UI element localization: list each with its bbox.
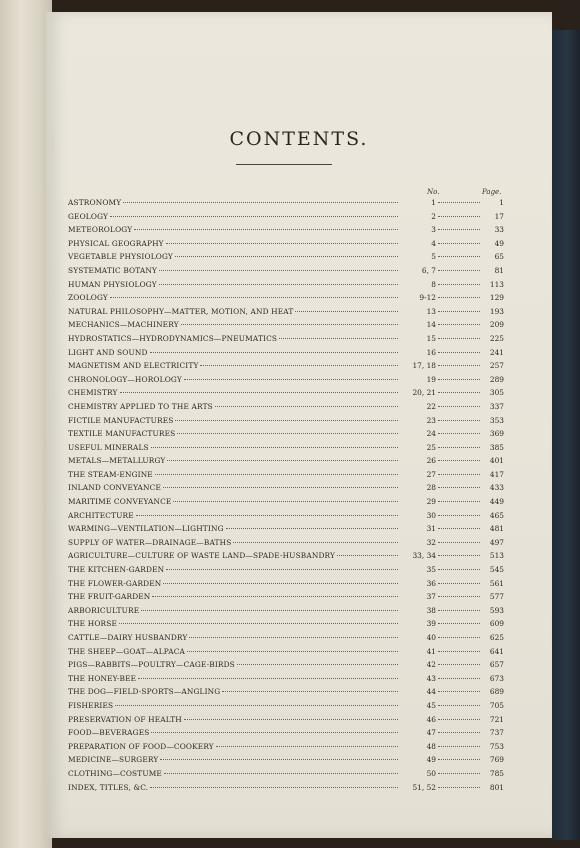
leader-dots — [337, 555, 398, 556]
entry-number: 48 — [426, 741, 436, 751]
entry-title: THE HONEY-BEE — [68, 673, 137, 683]
entry-title: CHEMISTRY — [68, 388, 118, 398]
entry-number: 40 — [426, 633, 436, 642]
leader-dots — [164, 773, 398, 774]
leader-dots — [120, 392, 398, 393]
contents-entry — [68, 715, 504, 729]
entry-page: 577 — [489, 592, 504, 602]
entry-page: 465 — [489, 510, 504, 520]
entry-number: 17, 18 — [412, 361, 436, 371]
entry-page: 593 — [489, 605, 504, 615]
entry-page: 401 — [489, 456, 504, 466]
leader-dots — [438, 610, 480, 611]
leader-dots — [438, 406, 480, 407]
entry-title: INDEX, TITLES, &C. — [68, 782, 149, 792]
entry-title: SYSTEMATIC BOTANY — [68, 265, 158, 275]
entry-page: 241 — [489, 347, 504, 357]
entry-page: 737 — [489, 728, 504, 738]
entry-page: 129 — [489, 293, 504, 303]
contents-entry — [68, 443, 504, 457]
entry-title: FOOD—BEVERAGES — [68, 728, 150, 738]
contents-entry — [68, 402, 504, 416]
contents-entry — [68, 483, 504, 497]
entry-page: 481 — [489, 524, 504, 534]
contents-entry — [68, 701, 504, 715]
leader-dots — [138, 678, 398, 679]
contents-entry — [68, 592, 504, 606]
entry-number: 44 — [426, 687, 436, 697]
entry-number: 51, 52 — [412, 782, 436, 792]
entry-title: PREPARATION OF FOOD—COOKERY — [68, 741, 214, 751]
leader-dots — [295, 311, 398, 312]
leader-dots — [222, 691, 398, 692]
entry-number: 42 — [426, 660, 436, 670]
leader-dots — [233, 542, 398, 543]
leader-dots — [438, 365, 480, 366]
entry-page: 17 — [494, 211, 504, 221]
entry-title: ARBORICULTURE — [68, 605, 140, 615]
entry-title: SUPPLY OF WATER—DRAINAGE—BATHS — [68, 537, 232, 547]
entry-title: METEOROLOGY — [68, 225, 133, 235]
leader-dots — [163, 583, 398, 584]
leader-dots — [216, 746, 398, 747]
leader-dots — [438, 297, 480, 298]
column-header-page: Page. — [482, 188, 502, 196]
entry-page: 641 — [489, 646, 504, 656]
entry-page: 385 — [489, 442, 504, 452]
contents-entry — [68, 212, 504, 226]
leader-dots — [438, 352, 480, 353]
contents-entry — [68, 551, 504, 565]
entry-page: 625 — [489, 633, 504, 642]
leader-dots — [438, 583, 480, 584]
entry-title: TEXTILE MANUFACTURES — [68, 429, 176, 439]
entry-page: 785 — [489, 768, 504, 778]
contents-entry — [68, 307, 504, 321]
contents-entry — [68, 769, 504, 783]
leader-dots — [438, 474, 480, 475]
leader-dots — [189, 637, 398, 638]
book-page-edges — [0, 0, 52, 848]
contents-entry — [68, 728, 504, 742]
entry-page: 257 — [489, 361, 504, 371]
contents-entry — [68, 633, 504, 647]
entry-number: 6, 7 — [421, 265, 436, 275]
entry-page: 561 — [489, 578, 504, 588]
entry-page: 449 — [489, 497, 504, 507]
contents-entry — [68, 497, 504, 511]
entry-page: 769 — [489, 755, 504, 765]
contents-list — [68, 198, 504, 796]
entry-page: 113 — [489, 279, 504, 289]
leader-dots — [438, 202, 480, 203]
leader-dots — [438, 555, 480, 556]
leader-dots — [167, 460, 398, 461]
leader-dots — [175, 420, 398, 421]
entry-number: 35 — [426, 565, 436, 575]
entry-number: 13 — [426, 306, 436, 316]
leader-dots — [438, 243, 480, 244]
leader-dots — [438, 392, 480, 393]
contents-entry — [68, 375, 504, 389]
entry-title: CHRONOLOGY—HOROLOGY — [68, 374, 182, 384]
leader-dots — [438, 270, 480, 271]
entry-page: 609 — [489, 619, 504, 629]
entry-number: 5 — [431, 252, 436, 262]
contents-entry — [68, 674, 504, 688]
entry-number: 45 — [426, 700, 436, 710]
contents-entry — [68, 456, 504, 470]
entry-title: THE DOG—FIELD-SPORTS—ANGLING — [68, 687, 221, 697]
entry-page: 705 — [489, 700, 504, 710]
leader-dots — [438, 651, 480, 652]
leader-dots — [155, 474, 398, 475]
entry-page: 337 — [489, 401, 504, 411]
entry-title: CHEMISTRY APPLIED TO THE ARTS — [68, 401, 213, 411]
contents-entry — [68, 606, 504, 620]
leader-dots — [438, 637, 480, 638]
leader-dots — [438, 379, 480, 380]
entry-number: 30 — [426, 510, 436, 520]
leader-dots — [438, 501, 480, 502]
entry-number: 32 — [426, 537, 436, 547]
entry-number: 2 — [431, 211, 436, 221]
entry-page: 801 — [489, 782, 504, 792]
leader-dots — [187, 651, 398, 652]
entry-number: 28 — [426, 483, 436, 493]
entry-title: AGRICULTURE—CULTURE OF WASTE LAND—SPADE-HUSBANDRY — [68, 551, 336, 561]
leader-dots — [177, 433, 398, 434]
leader-dots — [438, 447, 480, 448]
entry-number: 23 — [426, 415, 436, 425]
entry-title: FISHERIES — [68, 700, 114, 710]
entry-number: 9-12 — [419, 293, 436, 303]
entry-title: THE FRUIT-GARDEN — [68, 592, 151, 602]
column-header-no: No. — [427, 188, 440, 196]
entry-title: CLOTHING—COSTUME — [68, 768, 162, 778]
leader-dots — [438, 787, 480, 788]
leader-dots — [159, 270, 398, 271]
entry-title: PHYSICAL GEOGRAPHY — [68, 238, 164, 248]
contents-entry — [68, 334, 504, 348]
entry-title: THE HORSE — [68, 619, 117, 629]
leader-dots — [215, 406, 398, 407]
entry-page: 433 — [489, 483, 504, 493]
leader-dots — [150, 787, 398, 788]
contents-entry — [68, 783, 504, 797]
leader-dots — [438, 420, 480, 421]
entry-number: 27 — [426, 469, 436, 479]
entry-number: 26 — [426, 456, 436, 466]
leader-dots — [438, 433, 480, 434]
entry-page: 513 — [489, 551, 504, 561]
entry-number: 15 — [426, 333, 436, 343]
entry-number: 22 — [426, 401, 436, 411]
leader-dots — [151, 732, 398, 733]
entry-title: GEOLOGY — [68, 211, 109, 221]
leader-dots — [438, 759, 480, 760]
entry-title: ASTRONOMY — [68, 198, 122, 207]
entry-page: 353 — [489, 415, 504, 425]
entry-page: 305 — [489, 388, 504, 398]
leader-dots — [110, 297, 398, 298]
leader-dots — [438, 542, 480, 543]
contents-entry — [68, 579, 504, 593]
entry-number: 36 — [426, 578, 436, 588]
entry-page: 753 — [489, 741, 504, 751]
leader-dots — [438, 515, 480, 516]
entry-title: THE KITCHEN-GARDEN — [68, 565, 165, 575]
leader-dots — [184, 379, 398, 380]
entry-number: 14 — [426, 320, 436, 330]
entry-page: 209 — [489, 320, 504, 330]
entry-number: 41 — [426, 646, 436, 656]
entry-number: 24 — [426, 429, 436, 439]
contents-entry — [68, 388, 504, 402]
leader-dots — [166, 243, 398, 244]
entry-page: 673 — [489, 673, 504, 683]
entry-page: 369 — [489, 429, 504, 439]
entry-page: 417 — [489, 469, 504, 479]
entry-number: 3 — [431, 225, 436, 235]
entry-number: 8 — [431, 279, 436, 289]
leader-dots — [438, 623, 480, 624]
contents-entry — [68, 687, 504, 701]
entry-title: METALS—METALLURGY — [68, 456, 166, 466]
contents-entry — [68, 320, 504, 334]
entry-page: 545 — [489, 565, 504, 575]
entry-number: 49 — [426, 755, 436, 765]
entry-number: 46 — [426, 714, 436, 724]
entry-page: 49 — [494, 238, 504, 248]
entry-title: PIGS—RABBITS—POULTRY—CAGE-BIRDS — [68, 660, 235, 670]
leader-dots — [438, 691, 480, 692]
contents-entry — [68, 293, 504, 307]
contents-entry — [68, 225, 504, 239]
leader-dots — [119, 623, 398, 624]
leader-dots — [166, 569, 398, 570]
entry-number: 29 — [426, 497, 436, 507]
leader-dots — [237, 664, 398, 665]
contents-entry — [68, 524, 504, 538]
entry-title: CATTLE—DAIRY HUSBANDRY — [68, 633, 188, 642]
leader-dots — [438, 773, 480, 774]
entry-number: 47 — [426, 728, 436, 738]
entry-title: LIGHT AND SOUND — [68, 347, 148, 357]
entry-title: MEDICINE—SURGERY — [68, 755, 159, 765]
entry-number: 16 — [426, 347, 436, 357]
page-title: CONTENTS. — [229, 128, 369, 150]
entry-page: 289 — [489, 374, 504, 384]
entry-title: THE FLOWER-GARDEN — [68, 578, 162, 588]
entry-page: 497 — [489, 537, 504, 547]
contents-entry — [68, 660, 504, 674]
leader-dots — [181, 324, 398, 325]
leader-dots — [438, 732, 480, 733]
contents-entry — [68, 348, 504, 362]
leader-dots — [115, 705, 398, 706]
leader-dots — [200, 365, 398, 366]
book-page — [46, 12, 552, 838]
leader-dots — [150, 352, 398, 353]
entry-number: 1 — [431, 198, 436, 207]
leader-dots — [438, 705, 480, 706]
entry-title: PRESERVATION OF HEALTH — [68, 714, 182, 724]
leader-dots — [123, 202, 398, 203]
entry-number: 31 — [426, 524, 436, 534]
entry-page: 65 — [494, 252, 504, 262]
entry-title: USEFUL MINERALS — [68, 442, 149, 452]
contents-entry — [68, 252, 504, 266]
leader-dots — [438, 719, 480, 720]
leader-dots — [279, 338, 398, 339]
entry-page: 225 — [489, 333, 504, 343]
entry-title: FICTILE MANUFACTURES — [68, 415, 174, 425]
entry-number: 39 — [426, 619, 436, 629]
title-rule — [236, 164, 332, 165]
contents-entry — [68, 280, 504, 294]
contents-entry — [68, 565, 504, 579]
entry-page: 721 — [489, 714, 504, 724]
leader-dots — [173, 501, 398, 502]
leader-dots — [134, 229, 398, 230]
entry-number: 25 — [426, 442, 436, 452]
leader-dots — [159, 284, 398, 285]
entry-title: ARCHITECTURE — [68, 510, 134, 520]
leader-dots — [141, 610, 398, 611]
leader-dots — [110, 216, 398, 217]
entry-title: HYDROSTATICS—HYDRODYNAMICS—PNEUMATICS — [68, 333, 278, 343]
leader-dots — [438, 678, 480, 679]
entry-number: 38 — [426, 605, 436, 615]
entry-title: VEGETABLE PHYSIOLOGY — [68, 252, 173, 262]
leader-dots — [438, 229, 480, 230]
leader-dots — [438, 664, 480, 665]
entry-page: 193 — [489, 306, 504, 316]
leader-dots — [160, 759, 398, 760]
leader-dots — [438, 324, 480, 325]
contents-entry — [68, 429, 504, 443]
leader-dots — [152, 596, 398, 597]
entry-number: 43 — [426, 673, 436, 683]
entry-title: MARITIME CONVEYANCE — [68, 497, 172, 507]
entry-title: HUMAN PHYSIOLOGY — [68, 279, 157, 289]
contents-entry — [68, 755, 504, 769]
contents-entry — [68, 647, 504, 661]
leader-dots — [438, 284, 480, 285]
entry-page: 81 — [494, 265, 504, 275]
contents-entry — [68, 619, 504, 633]
contents-entry — [68, 239, 504, 253]
entry-number: 37 — [426, 592, 436, 602]
entry-title: INLAND CONVEYANCE — [68, 483, 161, 493]
contents-entry — [68, 470, 504, 484]
entry-number: 20, 21 — [412, 388, 436, 398]
contents-entry — [68, 511, 504, 525]
entry-title: ZOOLOGY — [68, 293, 108, 303]
contents-entry — [68, 538, 504, 552]
contents-entry — [68, 266, 504, 280]
entry-title: MECHANICS—MACHINERY — [68, 320, 179, 330]
book-cover-edge — [550, 30, 580, 840]
entry-title: MAGNETISM AND ELECTRICITY — [68, 361, 199, 371]
leader-dots — [438, 311, 480, 312]
leader-dots — [438, 487, 480, 488]
entry-number: 19 — [426, 374, 436, 384]
contents-entry — [68, 416, 504, 430]
entry-number: 50 — [426, 768, 436, 778]
leader-dots — [438, 569, 480, 570]
entry-page: 1 — [499, 198, 504, 207]
leader-dots — [175, 256, 398, 257]
leader-dots — [438, 528, 480, 529]
leader-dots — [184, 719, 398, 720]
leader-dots — [438, 338, 480, 339]
leader-dots — [438, 216, 480, 217]
leader-dots — [438, 460, 480, 461]
leader-dots — [438, 596, 480, 597]
entry-title: WARMING—VENTILATION—LIGHTING — [68, 524, 224, 534]
entry-page: 689 — [489, 687, 504, 697]
leader-dots — [438, 746, 480, 747]
leader-dots — [226, 528, 398, 529]
leader-dots — [163, 487, 398, 488]
leader-dots — [438, 256, 480, 257]
contents-entry — [68, 742, 504, 756]
entry-number: 4 — [431, 238, 436, 248]
contents-entry — [68, 198, 504, 212]
leader-dots — [136, 515, 398, 516]
entry-number: 33, 34 — [412, 551, 436, 561]
entry-page: 657 — [489, 660, 504, 670]
entry-title: NATURAL PHILOSOPHY—MATTER, MOTION, AND HEAT — [68, 306, 294, 316]
entry-page: 33 — [494, 225, 504, 235]
entry-title: THE SHEEP—GOAT—ALPACA — [68, 646, 186, 656]
leader-dots — [151, 447, 398, 448]
contents-entry — [68, 361, 504, 375]
entry-title: THE STEAM-ENGINE — [68, 469, 153, 479]
